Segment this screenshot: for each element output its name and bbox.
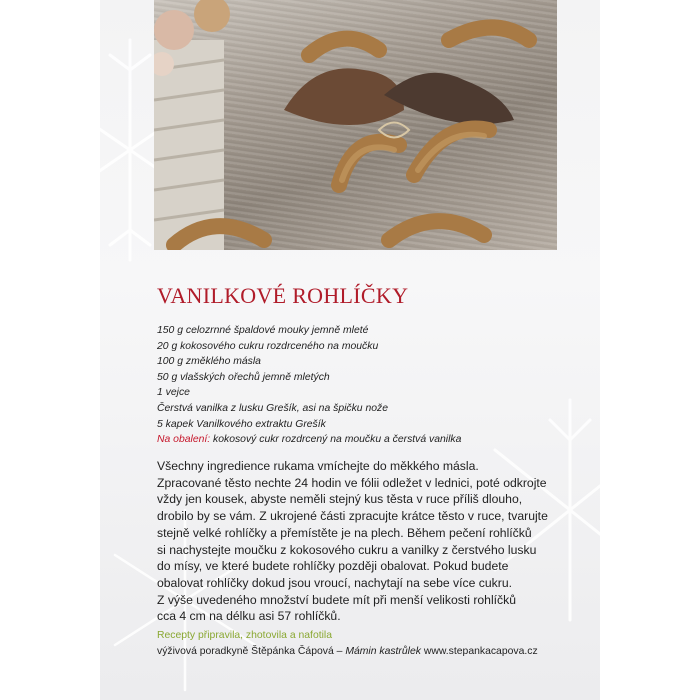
ingredient-line: 5 kapek Vanilkového extraktu Grešík [157, 418, 326, 430]
website-text: www.stepankacapova.cz [420, 646, 538, 657]
ingredients-list [157, 323, 537, 448]
ingredient-line: 1 vejce [157, 387, 190, 399]
ingredient-line: 100 g změklého másla [157, 356, 261, 368]
ingredient-line: 150 g celozrnné špaldové mouky jemně mleté [157, 325, 369, 336]
method-line: si nachystejte moučku z kokosového cukru a vanilky z čerstvého lusku [157, 542, 537, 557]
coating-label: Na obalení: [157, 434, 211, 446]
method-line: do mísy, ve které budete rohlíčky později obalovat. Pokud budete [157, 559, 509, 574]
credit-line-2 [157, 646, 538, 657]
method-line: obalovat rohlíčky dokud jsou vroucí, nachytají na sebe více cukru. [157, 575, 512, 590]
coating-text: kokosový cukr rozdrcený na moučku a čerstvá vanilka [210, 434, 462, 446]
method-line: Všechny ingredience rukama vmíchejte do měkkého másla. [157, 459, 479, 473]
method-line: vždy jen kousek, abyste neměli stejný kus těsta v ruce příliš dlouho, [157, 492, 523, 507]
recipe-photo [154, 0, 557, 250]
method-line: stejně velké rohlíčky a přemístěte je na plech. Během pečení rohlíčků [157, 525, 532, 540]
vanilla-crescents-photo [154, 0, 557, 250]
method-line: Zpracované těsto nechte 24 hodin ve fólii odležet v lednici, poté odkrojte [157, 475, 547, 490]
blog-name: Mámin kastrůlek [345, 646, 421, 657]
coating-line [157, 432, 537, 448]
credit-line-1: Recepty připravila, zhotovila a nafotila [157, 630, 333, 641]
recipe-title: VANILKOVÉ ROHLÍČKY [157, 283, 409, 308]
method-paragraph [157, 458, 557, 625]
author-text: výživová poradkyně Štěpánka Čápová – [157, 646, 346, 657]
method-line: cca 4 cm na délku asi 57 rohlíčků. [157, 609, 341, 624]
method-line: drobilo by se vám. Z ukrojené části zpracujte krátce těsto v ruce, tvarujte [157, 509, 548, 524]
ingredient-line: 50 g vlašských ořechů jemně mletých [157, 371, 330, 383]
ingredient-line: Čerstvá vanilka z lusku Grešík, asi na špičku nože [157, 402, 388, 414]
method-line: Z výše uvedeného množství budete mít při menší velikosti rohlíčků [157, 592, 517, 607]
ingredient-line: 20 g kokosového cukru rozdrceného na moučku [157, 340, 379, 352]
